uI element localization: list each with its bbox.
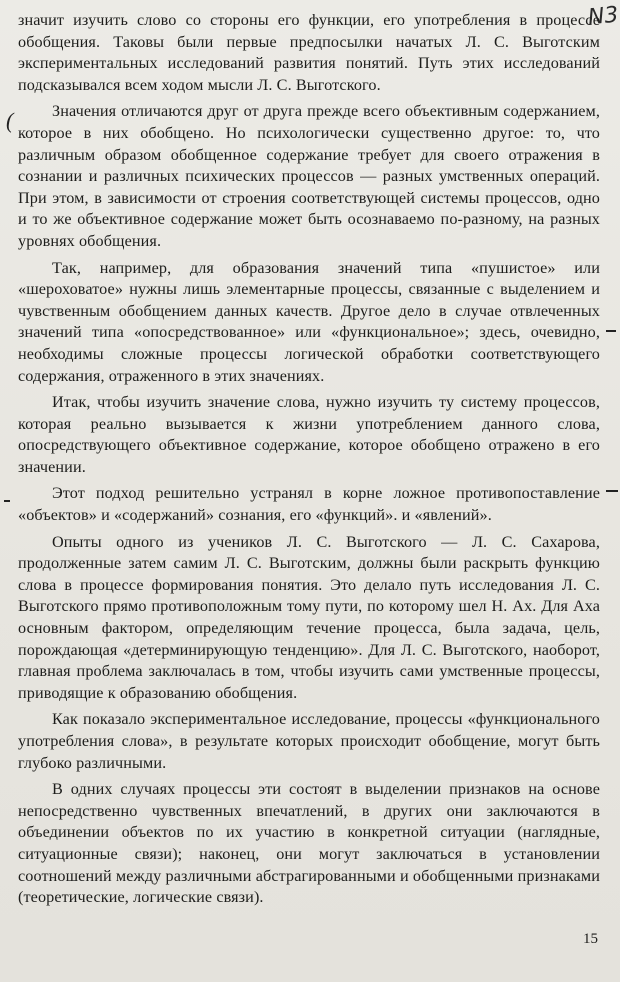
- handwritten-dash-mark: [4, 500, 10, 502]
- paragraph: Опыты одного из учеников Л. С. Выготского — Л. С. Сахарова, продолженные затем самим Л. С. Выготским, должны были раскрыть функцию слова в процессе формирования понятия. Это делало путь исследования Л. С. Выготского прямо противоположным тому пути, по которому шел Н. Ах. Для Аха основным фактором, определяющим течение процесса, была задача, цель, порождающая «детерминирующую тенденцию». Для Л. С. Выготского, наоборот, главная проблема заключалась в том, чтобы изучить сами умственные процессы, приводящие к образованию обобщения.: [18, 532, 600, 702]
- paragraph: Итак, чтобы изучить значение слова, нужно изучить ту систему процессов, которая реально вызывается к жизни употреблением данного слова, опосредствующего объективное содержание, которое обобщено отражено в его значении.: [18, 393, 600, 476]
- handwritten-margin-note: N3: [586, 2, 620, 31]
- paragraph: Значения отличаются друг от друга прежде всего объективным содержанием, которое в них обобщено. Но психологически существенно другое: то, что различным образом обобщенное содержание требует для своего отражения в сознании и различных психических процессов — разных умственных операций. При этом, в зависимости от строения соответствующей системы процессов, одно и то же объективное содержание может быть осознаваемо по-разному, на разных уровнях обобщения.: [18, 102, 600, 250]
- handwritten-dash-mark: [606, 490, 618, 492]
- handwritten-dash-mark: [606, 330, 616, 332]
- paragraph: значит изучить слово со стороны его функции, его употребления в процессе обобщения. Таковы были первые предпосылки начатых Л. С. Выготским экспериментальных исследований развития понятий. Путь этих исследований подсказывался всем ходом мысли Л. С. Выготского.: [18, 11, 600, 94]
- page-number: 15: [583, 931, 598, 947]
- paragraph: Так, например, для образования значений типа «пушистое» или «шероховатое» нужны лишь элементарные процессы, связанные с выделением и чувственным обобщением данных качеств. Другое дело в случае отвлеченных значений типа «опосредствованное» или «функциональное»; здесь, очевидно, необходимы сложные процессы логической обработки соответствующего содержания, отраженного в этих значениях.: [18, 258, 600, 385]
- body-text: [18, 10, 600, 909]
- paragraph: Этот подход решительно устранял в корне ложное противопоставление «объектов» и «содержаний» сознания, его «функций». и «явлений».: [18, 484, 600, 525]
- paragraph: Как показало экспериментальное исследование, процессы «функционального употребления слова», в результате которых происходит обобщение, могут быть глубоко различными.: [18, 710, 600, 772]
- paragraph: В одних случаях процессы эти состоят в выделении признаков на основе непосредственно чувственных впечатлений, в других они заключаются в объединении объектов по их участию в конкретной ситуации (наглядные, ситуационные связи); наконец, они могут заключаться в установлении соотношений между различными абстрагированными и обобщенными признаками (теоретические, логические связи).: [18, 780, 600, 907]
- handwritten-bracket-mark: (: [6, 108, 14, 133]
